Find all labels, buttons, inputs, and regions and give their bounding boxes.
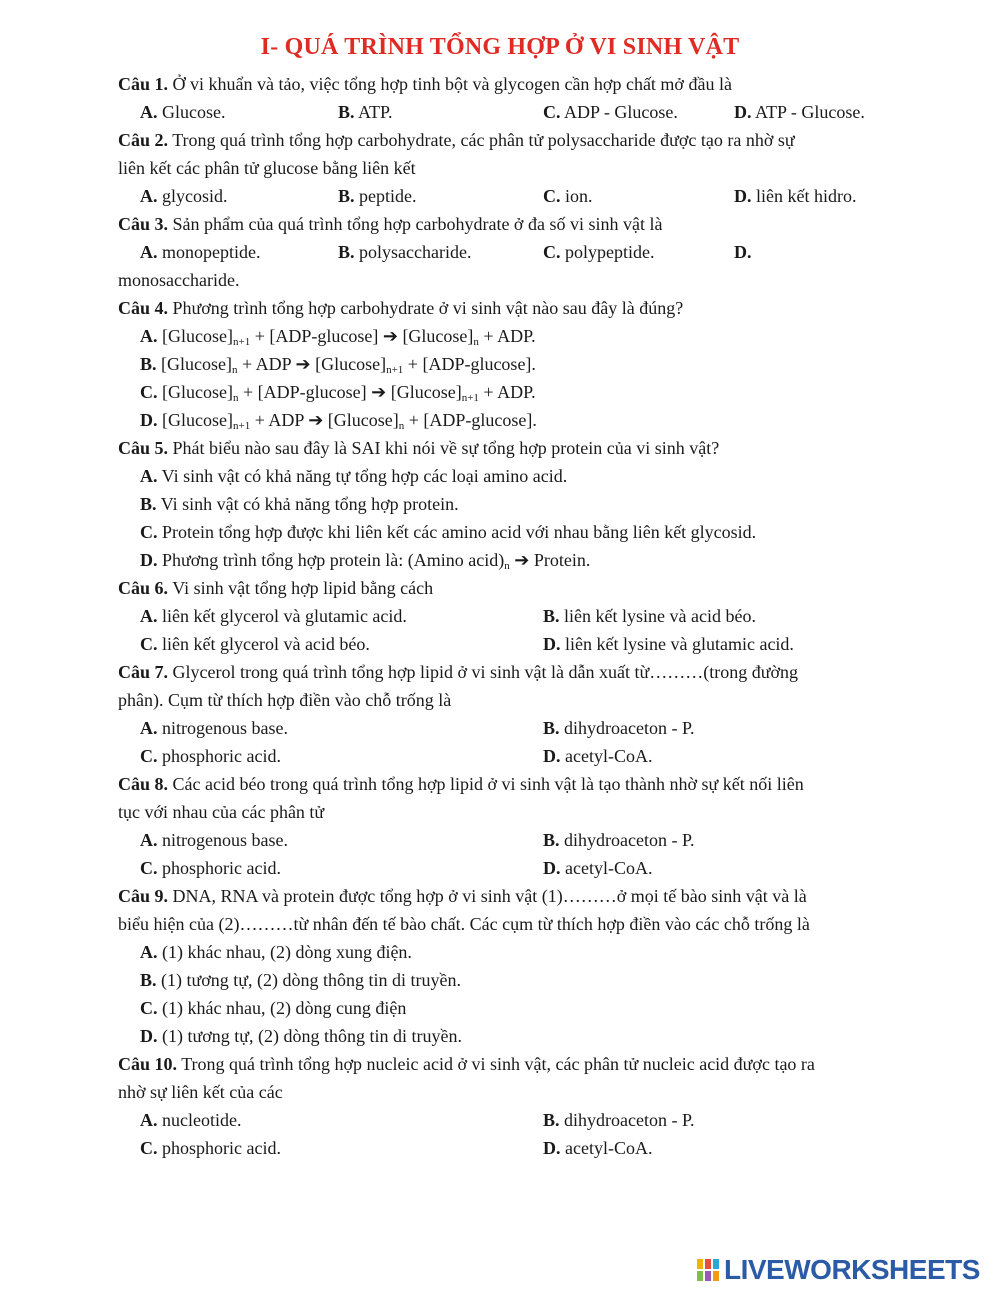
q6-option-c[interactable] [140,630,370,658]
logo-block [713,1259,719,1269]
question-number: Câu 1. [118,74,169,94]
question-10-continued: nhờ sự liên kết của các [118,1082,283,1102]
question-text: Phát biểu nào sau đây là SAI khi nói về sự tổng hợp protein của vi sinh vật? [168,438,720,458]
logo-text: LIVEWORKSHEETS [724,1254,980,1285]
option-text: phosphoric acid. [157,858,281,878]
option-text: nitrogenous base. [157,718,288,738]
option-text: ion. [560,186,593,206]
option-key: B. [338,242,355,262]
q3-option-b[interactable] [338,238,471,266]
option-text: liên kết glycerol và acid béo. [157,634,370,654]
question-number: Câu 10. [118,1054,178,1074]
option-key: A. [140,102,158,122]
option-text: Vi sinh vật có khả năng tự tổng hợp các loại amino acid. [157,466,568,486]
question-text: Trong quá trình tổng hợp nucleic acid ở vi sinh vật, các phân tử nucleic acid được tạo ra [177,1054,815,1074]
q7-option-c[interactable] [140,742,281,770]
q2-option-a[interactable] [140,182,228,210]
option-text: monopeptide. [157,242,261,262]
option-key: D. [734,186,752,206]
q2-option-c[interactable] [543,182,593,210]
option-text: peptide. [354,186,417,206]
option-text: ATP - Glucose. [751,102,865,122]
option-text: polypeptide. [560,242,655,262]
q3-option-a[interactable] [140,238,260,266]
option-key: C. [140,746,158,766]
question-8 [118,770,804,798]
option-key: B. [140,970,157,990]
q5-option-c[interactable] [140,518,756,546]
logo-block [705,1271,711,1281]
q9-option-d[interactable] [140,1022,462,1050]
question-number: Câu 2. [118,130,169,150]
option-text: ADP - Glucose. [560,102,678,122]
question-10 [118,1050,815,1078]
q7-option-d[interactable] [543,742,652,770]
option-text: Vi sinh vật có khả năng tổng hợp protein. [156,494,459,514]
option-key: B. [140,354,157,374]
option-text: dihydroaceton - P. [559,830,695,850]
q1-option-b[interactable] [338,98,393,126]
q5-option-a[interactable] [140,462,567,490]
question-7-continued: phân). Cụm từ thích hợp điền vào chỗ trống là [118,690,452,710]
option-key: D. [543,634,561,654]
question-3 [118,210,662,238]
option-key: C. [140,998,158,1018]
option-key: C. [140,634,158,654]
question-text: Các acid béo trong quá trình tổng hợp lipid ở vi sinh vật là tạo thành nhờ sự kết nối liên [168,774,804,794]
question-7 [118,658,798,686]
option-key: B. [543,718,560,738]
question-text: DNA, RNA và protein được tổng hợp ở vi sinh vật (1)………ở mọi tế bào sinh vật và là [168,886,807,906]
q10-option-b[interactable] [543,1106,695,1134]
option-key: A. [140,466,158,486]
q10-option-a[interactable] [140,1106,241,1134]
q8-option-c[interactable] [140,854,281,882]
q2-option-b[interactable] [338,182,417,210]
q9-option-c[interactable] [140,994,406,1022]
option-text: Glucose. [157,102,226,122]
logo-block [697,1259,703,1269]
option-key: C. [140,522,158,542]
option-text: liên kết glycerol và glutamic acid. [157,606,407,626]
arrow-icon: ➔ [509,550,530,570]
question-1 [118,70,732,98]
q4-option-b[interactable]: B. $[Glucose]_n$ + ADP ➔ $[Glucose]_{n+1} + [ADP-glucose]$. [140,354,536,376]
q6-option-d[interactable] [543,630,794,658]
option-key: C. [140,858,158,878]
option-text: acetyl-CoA. [560,1138,653,1158]
option-key: B. [543,1110,560,1130]
q1-option-a[interactable] [140,98,225,126]
question-2-continued: liên kết các phân tử glucose bằng liên kết [118,158,416,178]
option-key: C. [543,102,561,122]
q8-option-a[interactable] [140,826,288,854]
option-text: liên kết lysine và acid béo. [559,606,756,626]
option-key: A. [140,242,158,262]
option-key: A. [140,186,158,206]
question-6 [118,574,433,602]
option-key: B. [543,830,560,850]
question-text: Sản phẩm của quá trình tổng hợp carbohydrate ở đa số vi sinh vật là [168,214,663,234]
option-text: ATP. [354,102,393,122]
q8-option-b[interactable] [543,826,695,854]
question-number: Câu 7. [118,662,169,682]
arrow-icon: ➔ [382,326,398,346]
option-text: glycosid. [157,186,228,206]
question-text: Glycerol trong quá trình tổng hợp lipid ở vi sinh vật là dẫn xuất từ………(trong đường [168,662,798,682]
q2-option-d[interactable] [734,182,856,210]
question-number: Câu 8. [118,774,169,794]
option-key: A. [140,326,158,346]
liveworksheets-logo[interactable] [697,1255,980,1285]
question-number: Câu 5. [118,438,169,458]
option-key: A. [140,718,158,738]
option-text: acetyl-CoA. [560,746,653,766]
option-key: D. [734,242,752,262]
q9-option-a[interactable] [140,938,412,966]
option-key: D. [543,1138,561,1158]
option-key: C. [543,186,561,206]
question-number: Câu 9. [118,886,169,906]
question-number: Câu 6. [118,578,169,598]
q8-option-d[interactable] [543,854,652,882]
liveworksheets-logo-icon [697,1259,719,1281]
q10-option-c[interactable] [140,1134,281,1162]
logo-block [713,1271,719,1281]
question-2 [118,126,795,154]
option-key: B. [543,606,560,626]
q3-option-c[interactable] [543,238,654,266]
option-key: D. [543,858,561,878]
question-text: Vi sinh vật tổng hợp lipid bằng cách [168,578,434,598]
q3-option-d[interactable] [734,238,752,266]
option-key: D. [140,1026,158,1046]
option-key: C. [140,382,158,402]
question-number: Câu 4. [118,298,169,318]
option-key: B. [140,494,157,514]
option-text: polysaccharide. [354,242,472,262]
page-title: I- QUÁ TRÌNH TỔNG HỢP Ở VI SINH VẬT [260,34,740,60]
q1-option-c[interactable] [543,98,678,126]
option-key: D. [734,102,752,122]
option-text: (1) khác nhau, (2) dòng cung điện [157,998,407,1018]
option-text: dihydroaceton - P. [559,1110,695,1130]
question-number: Câu 3. [118,214,169,234]
option-key: C. [543,242,561,262]
logo-block [705,1259,711,1269]
arrow-icon: ➔ [295,354,311,374]
arrow-icon: ➔ [371,382,387,402]
option-text: nitrogenous base. [157,830,288,850]
option-text: phosphoric acid. [157,746,281,766]
q1-option-d[interactable] [734,98,865,126]
question-5 [118,434,719,462]
question-9-continued: biểu hiện của (2)………từ nhân đến tế bào chất. Các cụm từ thích hợp điền vào các chỗ trống là [118,914,810,934]
q7-option-a[interactable] [140,714,288,742]
q5-option-d[interactable]: D. Phương trình tổng hợp protein là: (Amino $acid)_n$ ➔ Protein. [140,550,591,572]
option-text: nucleotide. [157,1110,242,1130]
question-text: Trong quá trình tổng hợp carbohydrate, các phân tử polysaccharide được tạo ra nhờ sự [168,130,795,150]
q5-option-b[interactable] [140,490,459,518]
option-key: D. [140,410,158,430]
option-key: A. [140,606,158,626]
option-key: A. [140,830,158,850]
option-key: D. [140,550,158,570]
q10-option-d[interactable] [543,1134,652,1162]
option-key: D. [543,746,561,766]
q4-option-d[interactable]: D. $[Glucose]_{n+1}$ + ADP ➔ $[Glucose]_n + [ADP-glucose]$. [140,410,537,432]
option-text: acetyl-CoA. [560,858,653,878]
arrow-icon: ➔ [308,410,324,430]
q6-option-a[interactable] [140,602,407,630]
option-key: C. [140,1138,158,1158]
question-text: Ở vi khuẩn và tảo, việc tổng hợp tinh bột và glycogen cần hợp chất mở đầu là [168,74,732,94]
logo-block [697,1271,703,1281]
option-text: (1) tương tự, (2) dòng thông tin di truyền. [156,970,462,990]
option-key: B. [338,186,355,206]
option-text: phosphoric acid. [157,1138,281,1158]
q3-option-d-text[interactable]: monosaccharide. [118,270,240,290]
q4-option-a[interactable]: A. $[Glucose]_{n+1} + [ADP-glucose]$ ➔ $[Glucose]_n$ + ADP. [140,326,536,348]
option-text: dihydroaceton - P. [559,718,695,738]
option-text: Protein tổng hợp được khi liên kết các amino acid với nhau bằng liên kết glycosid. [157,522,757,542]
question-9 [118,882,807,910]
option-key: A. [140,1110,158,1130]
q9-option-b[interactable] [140,966,461,994]
option-key: A. [140,942,158,962]
question-4 [118,294,683,322]
question-text: Phương trình tổng hợp carbohydrate ở vi sinh vật nào sau đây là đúng? [168,298,684,318]
q4-option-c[interactable]: C. $[Glucose]_n + [ADP-glucose]$ ➔ $[Glucose]_{n+1}$ + ADP. [140,382,536,404]
option-text: liên kết hidro. [751,186,857,206]
question-8-continued: tục với nhau của các phân tử [118,802,325,822]
q6-option-b[interactable] [543,602,756,630]
option-text: (1) tương tự, (2) dòng thông tin di truyền. [157,1026,462,1046]
option-key: B. [338,102,355,122]
q7-option-b[interactable] [543,714,695,742]
option-text: (1) khác nhau, (2) dòng xung điện. [157,942,412,962]
option-text: liên kết lysine và glutamic acid. [560,634,794,654]
